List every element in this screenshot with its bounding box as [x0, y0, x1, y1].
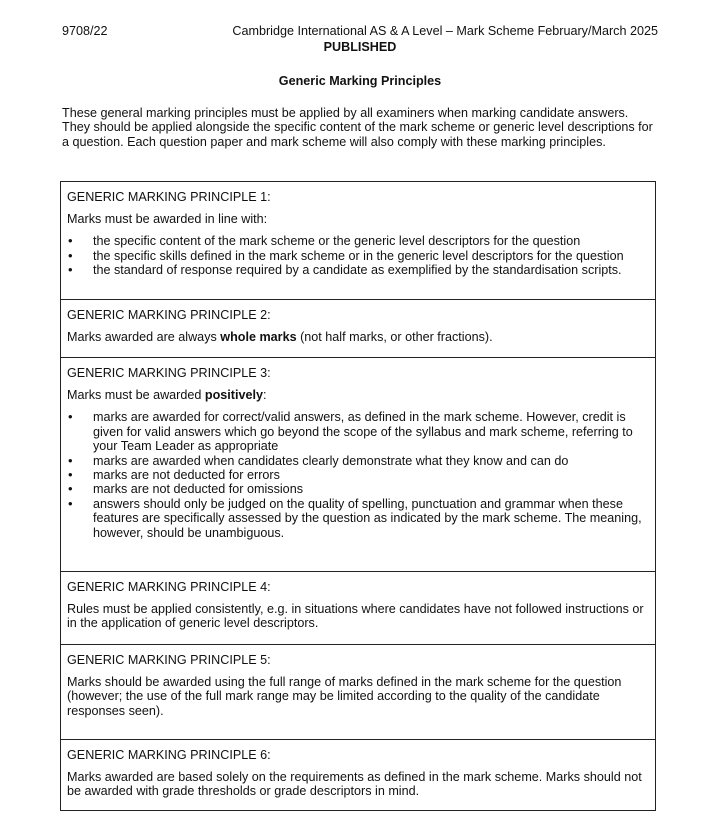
principle-cell: [61, 300, 656, 358]
bullet-icon: •: [68, 452, 73, 468]
list-item-text: answers should only be judged on the quality of spelling, punctuation and grammar when these features are specifically assessed by the question as indicated by the mark scheme. The meaning, however, should be unambiguous.: [93, 496, 642, 540]
intro-paragraph: These general marking principles must be applied by all examiners when marking candidate answers. They should be applied alongside the specific content of the mark scheme or generic level descriptions for a question. Each question paper and mark scheme will also comply with these marking principles.: [62, 106, 653, 149]
list-item-text: marks are not deducted for errors: [93, 468, 280, 483]
body-text: (not half marks, or other fractions).: [296, 330, 493, 344]
principle-row: [61, 300, 656, 358]
list-item: [67, 497, 649, 540]
list-item-text: the specific skills defined in the mark scheme or in the generic level descriptors for the question: [93, 248, 624, 263]
bullet-icon: •: [68, 233, 73, 249]
principle-body: Marks must be awarded in line with:: [67, 212, 268, 226]
list-item: [67, 249, 649, 263]
principle-row: [61, 182, 656, 300]
paper-code: 9708/22: [62, 24, 108, 38]
list-item-text: marks are awarded when candidates clearly demonstrate what they know and can do: [93, 453, 569, 468]
principle-body: Marks should be awarded using the full range of marks defined in the mark scheme for the question (however; the use of the full mark range may be limited according to the quality of the candidate responses seen).: [67, 675, 622, 718]
principle-title: GENERIC MARKING PRINCIPLE 4:: [67, 580, 271, 594]
body-emphasis: whole marks: [220, 330, 297, 344]
list-item-text: the standard of response required by a candidate as exemplified by the standardisation scripts.: [93, 263, 622, 278]
bullet-icon: •: [68, 467, 73, 483]
list-item: [67, 263, 649, 277]
principle-row: [61, 572, 656, 645]
body-emphasis: positively: [204, 388, 263, 402]
principle-title: GENERIC MARKING PRINCIPLE 1:: [67, 190, 271, 204]
list-item: [67, 454, 649, 468]
principle-body: [67, 330, 649, 344]
principle-title: GENERIC MARKING PRINCIPLE 3:: [67, 366, 271, 380]
document-title: Cambridge International AS & A Level – Mark Scheme February/March 2025: [232, 24, 658, 38]
bullet-icon: •: [68, 409, 73, 425]
bullet-icon: •: [68, 247, 73, 263]
principle-title: GENERIC MARKING PRINCIPLE 2:: [67, 308, 271, 322]
bullet-icon: •: [68, 262, 73, 278]
principle-title: GENERIC MARKING PRINCIPLE 5:: [67, 653, 271, 667]
principle-cell: [61, 358, 656, 572]
body-text: :: [262, 388, 267, 402]
bullet-icon: •: [68, 495, 73, 511]
list-item-text: the specific content of the mark scheme or the generic level descriptors for the question: [93, 234, 581, 249]
principle-bullets: [67, 234, 649, 277]
principle-cell: [61, 645, 656, 740]
body-text: Marks must be awarded: [67, 388, 205, 402]
principle-row: [61, 740, 656, 811]
list-item-text: marks are not deducted for omissions: [93, 482, 303, 497]
principle-row: [61, 645, 656, 740]
bullet-icon: •: [68, 481, 73, 497]
principle-cell: [61, 182, 656, 300]
principle-title: GENERIC MARKING PRINCIPLE 6:: [67, 748, 271, 762]
list-item: [67, 234, 649, 248]
published-label: PUBLISHED: [323, 40, 397, 54]
principles-table: [60, 181, 656, 811]
principle-body: Rules must be applied consistently, e.g. in situations where candidates have not followed instructions or in the application of generic level descriptors.: [67, 602, 644, 631]
list-item: [67, 482, 649, 496]
principle-cell: [61, 572, 656, 645]
list-item: [67, 410, 649, 453]
list-item-text: marks are awarded for correct/valid answers, as defined in the mark scheme. However, credit is given for valid answers which go beyond the scope of the syllabus and mark scheme, referring to your Team Leader as appropriate: [93, 410, 633, 454]
principle-row: [61, 358, 656, 572]
principle-body: [67, 388, 649, 402]
list-item: [67, 468, 649, 482]
principle-body: Marks awarded are based solely on the requirements as defined in the mark scheme. Marks should not be awarded with grade thresholds or grade descriptors in mind.: [67, 770, 642, 799]
body-text: Marks awarded are always: [67, 330, 221, 344]
section-heading: Generic Marking Principles: [278, 74, 442, 88]
principle-bullets: [67, 410, 649, 540]
principle-cell: [61, 740, 656, 811]
